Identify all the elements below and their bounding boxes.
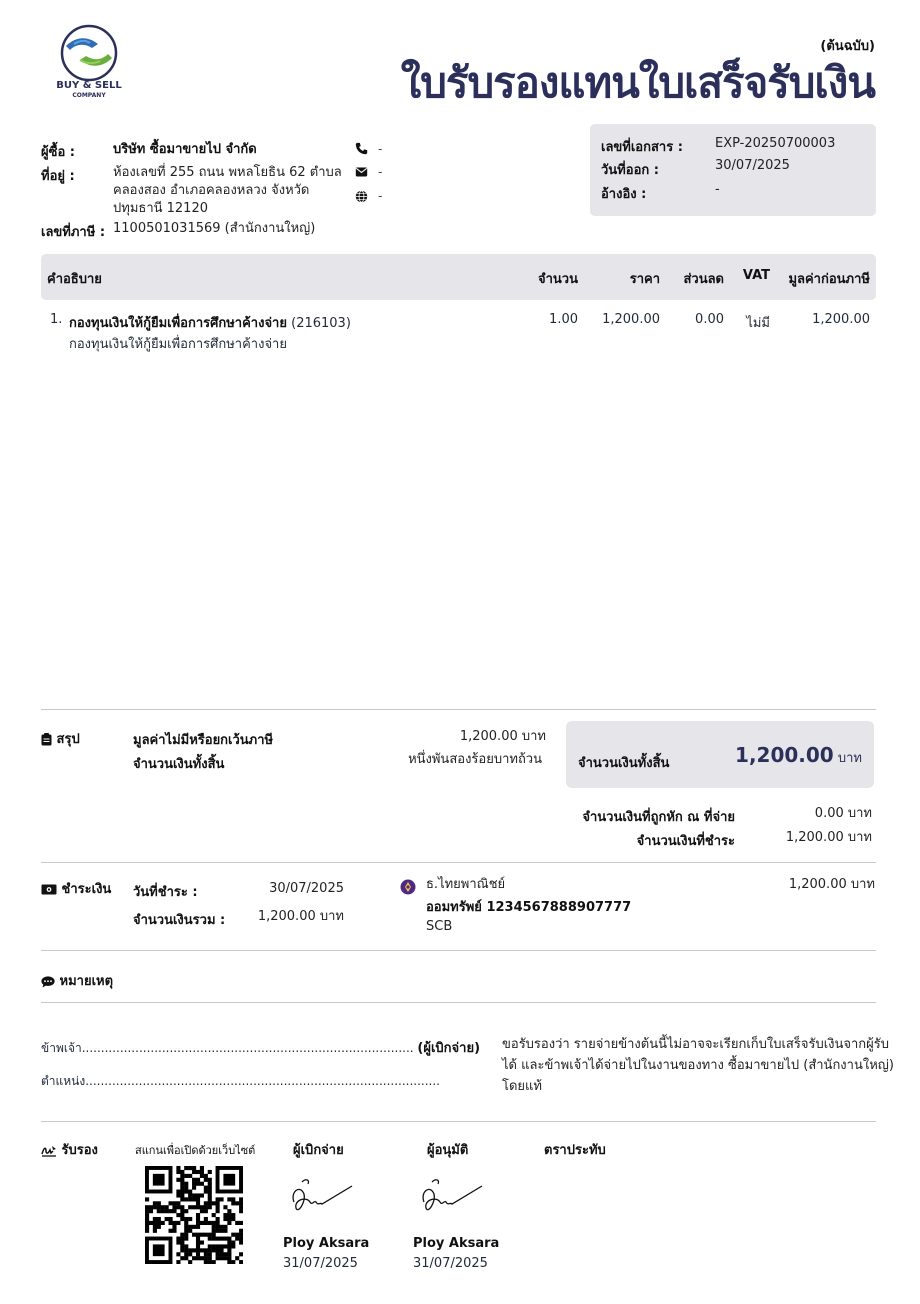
signature-scribble-icon	[418, 1172, 488, 1220]
withholding-value: 0.00 บาท	[814, 806, 872, 821]
phone-row	[355, 142, 368, 159]
divider	[41, 1121, 876, 1122]
payer-signature	[288, 1172, 358, 1224]
item-pretax: 1,200.00	[812, 312, 870, 327]
remarks-title: หมายเหตุ	[59, 974, 114, 989]
nonvat-value: 1,200.00 บาท	[459, 729, 546, 744]
statement-line-1: ขอรับรองว่า รายจ่ายข้างต้นนี้ไม่อาจจะเรียกเก็บใบเสร็จรับเงินจากผู้รับ	[502, 1037, 890, 1052]
approver-name: Ploy Aksara	[413, 1236, 500, 1251]
grand-total-unit: บาท	[837, 751, 862, 766]
signature-icon	[41, 1145, 57, 1157]
item-quantity: 1.00	[549, 312, 578, 327]
grand-total	[700, 743, 862, 768]
payment-sum: 1,200.00 บาท	[257, 909, 344, 924]
approver-title: ผู้อนุมัติ	[427, 1143, 469, 1158]
stamp-title: ตราประทับ	[544, 1143, 606, 1158]
summary-heading	[41, 728, 80, 749]
address-line-2: คลองสอง อำเภอคลองหลวง จังหวัด	[113, 183, 310, 198]
divider	[41, 1002, 876, 1003]
col-pretax: มูลค่าก่อนภาษี	[788, 272, 870, 287]
col-quantity: จำนวน	[538, 272, 578, 287]
declarant-name-line: ข้าพเจ้า.......................................................................................	[41, 1041, 414, 1055]
approver-sign-date: 31/07/2025	[413, 1256, 488, 1271]
payer-signer-name: Ploy Aksara	[283, 1236, 370, 1251]
clipboard-icon	[41, 733, 52, 746]
signature-scribble-icon	[288, 1172, 358, 1220]
approver-signature	[418, 1172, 488, 1224]
tax-id: 1100501031569 (สำนักงานใหญ่)	[113, 221, 316, 236]
payable-label: จำนวนเงินที่ชำระ	[636, 834, 735, 849]
item-name: กองทุนเงินให้กู้ยืมเพื่อการศึกษาค้างจ่าย	[69, 316, 287, 331]
item-price: 1,200.00	[602, 312, 660, 327]
grand-total-label: จำนวนเงินทั้งสิ้น	[578, 756, 670, 771]
buyer-label: ผู้ซื้อ :	[41, 145, 75, 160]
declarant-line	[41, 1037, 480, 1058]
globe-icon	[355, 190, 368, 203]
reference-value: -	[715, 182, 720, 197]
logo-text: BUY & SELL	[56, 80, 122, 91]
buyer-name: บริษัท ซื้อมาขายไป จำกัด	[113, 142, 257, 157]
phone-icon	[355, 142, 368, 155]
bank-logo	[400, 879, 416, 899]
total-words: หนึ่งพันสองร้อยบาทถ้วน	[408, 752, 542, 767]
col-description: คำอธิบาย	[47, 272, 102, 287]
col-discount: ส่วนลด	[683, 272, 724, 287]
envelope-icon	[355, 166, 368, 178]
divider	[41, 862, 876, 863]
issue-date-label: วันที่ออก :	[601, 163, 659, 178]
statement-line-2: ได้ และข้าพเจ้าได้จ่ายไปในงานของทาง ซื้อมาขายไป (สำนักงานใหญ่)	[502, 1058, 894, 1073]
item-discount: 0.00	[695, 312, 724, 327]
bank-logo-icon	[400, 879, 416, 895]
payment-date-label: วันที่ชำระ :	[133, 885, 198, 900]
copy-label: (ต้นฉบับ)	[820, 39, 875, 54]
grand-total-amount: 1,200.00	[735, 743, 834, 767]
address-line-3: ปทุมธานี 12120	[113, 201, 208, 216]
address-label: ที่อยู่ :	[41, 169, 75, 184]
position-line: ตำแหน่ง.............................................................................................	[41, 1074, 440, 1088]
bank-code: SCB	[426, 919, 453, 934]
statement-line-3: โดยแท้	[502, 1079, 542, 1094]
item-vat: ไม่มี	[746, 316, 770, 331]
website-row	[355, 190, 368, 207]
payer-tag: (ผู้เบิกจ่าย)	[417, 1041, 481, 1056]
payer-sign-date: 31/07/2025	[283, 1256, 358, 1271]
bank-name: ธ.ไทยพาณิชย์	[426, 877, 506, 892]
doc-number: EXP-20250700003	[715, 136, 836, 151]
doc-number-label: เลขที่เอกสาร :	[601, 140, 683, 155]
withholding-label: จำนวนเงินที่ถูกหัก ณ ที่จ่าย	[582, 810, 735, 825]
certify-heading	[41, 1139, 98, 1160]
qr-code[interactable]	[145, 1166, 243, 1264]
payer-signer-title: ผู้เบิกจ่าย	[293, 1143, 344, 1158]
item-code: (216103)	[291, 316, 351, 331]
col-vat: VAT	[742, 268, 770, 283]
summary-title: สรุป	[56, 732, 80, 747]
payment-heading	[41, 878, 111, 899]
handshake-logo-icon	[54, 22, 124, 84]
tax-label: เลขที่ภาษี :	[41, 225, 106, 240]
issue-date: 30/07/2025	[715, 158, 790, 173]
money-icon	[41, 884, 57, 895]
table-row	[41, 312, 876, 352]
payment-date: 30/07/2025	[269, 881, 344, 896]
item-detail: กองทุนเงินให้กู้ยืมเพื่อการศึกษาค้างจ่าย	[69, 337, 287, 352]
website-value: -	[378, 189, 383, 203]
reference-label: อ้างอิง :	[601, 187, 647, 202]
company-logo	[54, 22, 124, 102]
nonvat-label: มูลค่าไม่มีหรือยกเว้นภาษี	[133, 733, 274, 748]
certify-title: รับรอง	[61, 1143, 98, 1158]
bank-account: ออมทรัพย์ 1234567888907777	[426, 900, 632, 915]
divider	[41, 950, 876, 951]
row-number: 1.	[50, 312, 63, 327]
document-title: ใบรับรองแทนใบเสร็จรับเงิน	[400, 58, 875, 107]
payment-title: ชำระเงิน	[61, 882, 112, 897]
address-line-1: ห้องเลขที่ 255 ถนน พหลโยธิน 62 ตำบล	[113, 165, 342, 180]
remarks-heading	[41, 970, 113, 991]
qr-code-icon	[145, 1166, 243, 1264]
payment-amount: 1,200.00 บาท	[788, 877, 875, 892]
payment-sum-label: จำนวนเงินรวม :	[133, 913, 226, 928]
payable-value: 1,200.00 บาท	[785, 830, 872, 845]
phone-value: -	[378, 142, 383, 156]
divider	[41, 709, 876, 710]
email-row	[355, 166, 368, 182]
comment-icon	[41, 976, 55, 988]
logo-subtext: COMPANY	[72, 92, 106, 99]
email-value: -	[378, 165, 383, 179]
scan-label: สแกนเพื่อเปิดด้วยเว็บไซต์	[135, 1144, 256, 1157]
item-title	[69, 312, 351, 333]
declaration-statement	[502, 1034, 894, 1097]
total-label: จำนวนเงินทั้งสิ้น	[133, 757, 225, 772]
col-price: ราคา	[629, 272, 660, 287]
